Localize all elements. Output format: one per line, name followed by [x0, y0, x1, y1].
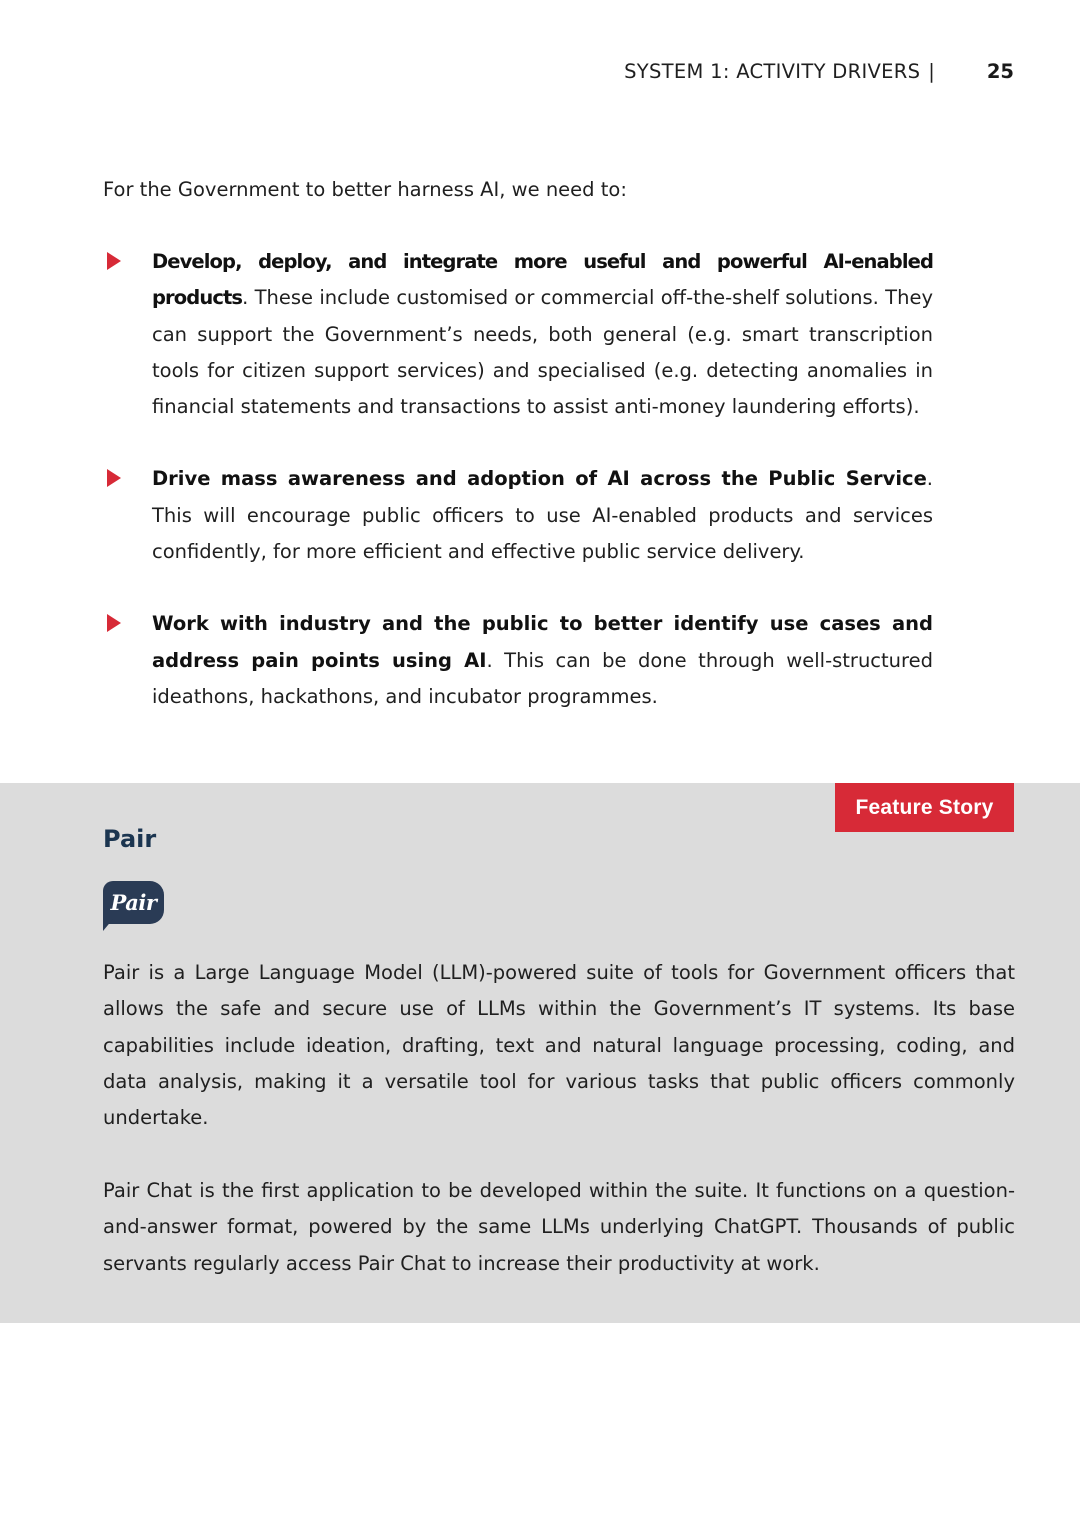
pair-logo	[103, 881, 165, 933]
bullet-body-text: . This will encourage public officers to use AI-enabled products and services confidently, for more efficient and effective public service delivery.	[152, 467, 933, 564]
triangle-bullet-icon	[107, 252, 121, 270]
triangle-bullet-icon	[107, 469, 121, 487]
speech-bubble-icon	[103, 881, 164, 924]
bullet-bold-text: Work with industry and the public to better identify use cases and address pain points using AI	[152, 612, 933, 672]
bullet-list	[103, 244, 933, 751]
page-header	[624, 60, 1014, 83]
feature-story-tag: Feature Story	[835, 783, 1014, 832]
feature-paragraph: Pair Chat is the first application to be developed within the suite. It functions on a question-and-answer format, powered by the same LLMs underlying ChatGPT. Thousands of public servants regularly access Pair Chat to increase their productivity at work.	[103, 1179, 1015, 1275]
list-item	[103, 606, 933, 715]
feature-title: Pair	[103, 825, 157, 853]
bullet-body-text: . These include customised or commercial off-the-shelf solutions. They can support the Government’s needs, both general (e.g. smart transcription tools for citizen support services) and specialised (e.g. detecting anomalies in financial statements and transactions to assist anti-money laundering efforts).	[152, 286, 933, 419]
section-title: SYSTEM 1: ACTIVITY DRIVERS	[624, 60, 921, 83]
bullet-bold-text: Develop, deploy, and integrate more useful and powerful AI-enabled products	[152, 250, 933, 310]
bubble-tail	[103, 919, 113, 931]
list-item	[103, 244, 933, 425]
bullet-bold-text: Drive mass awareness and adoption of AI across the Public Service	[152, 467, 927, 491]
header-separator: |	[928, 60, 935, 83]
logo-text: Pair	[110, 890, 157, 915]
bullet-body-text: . This can be done through well-structured ideathons, hackathons, and incubator programmes.	[152, 648, 933, 708]
feature-paragraph: Pair is a Large Language Model (LLM)-powered suite of tools for Government officers that allows the safe and secure use of LLMs within the Government’s IT systems. Its base capabilities include ideation, drafting, text and natural language processing, coding, and data analysis, making it a versatile tool for various tasks that public officers commonly undertake.	[103, 961, 1015, 1130]
feature-story-box	[0, 783, 1080, 1323]
list-item	[103, 461, 933, 570]
triangle-bullet-icon	[107, 614, 121, 632]
page-number: 25	[986, 60, 1014, 83]
intro-text: For the Government to better harness AI, we need to:	[103, 178, 627, 201]
